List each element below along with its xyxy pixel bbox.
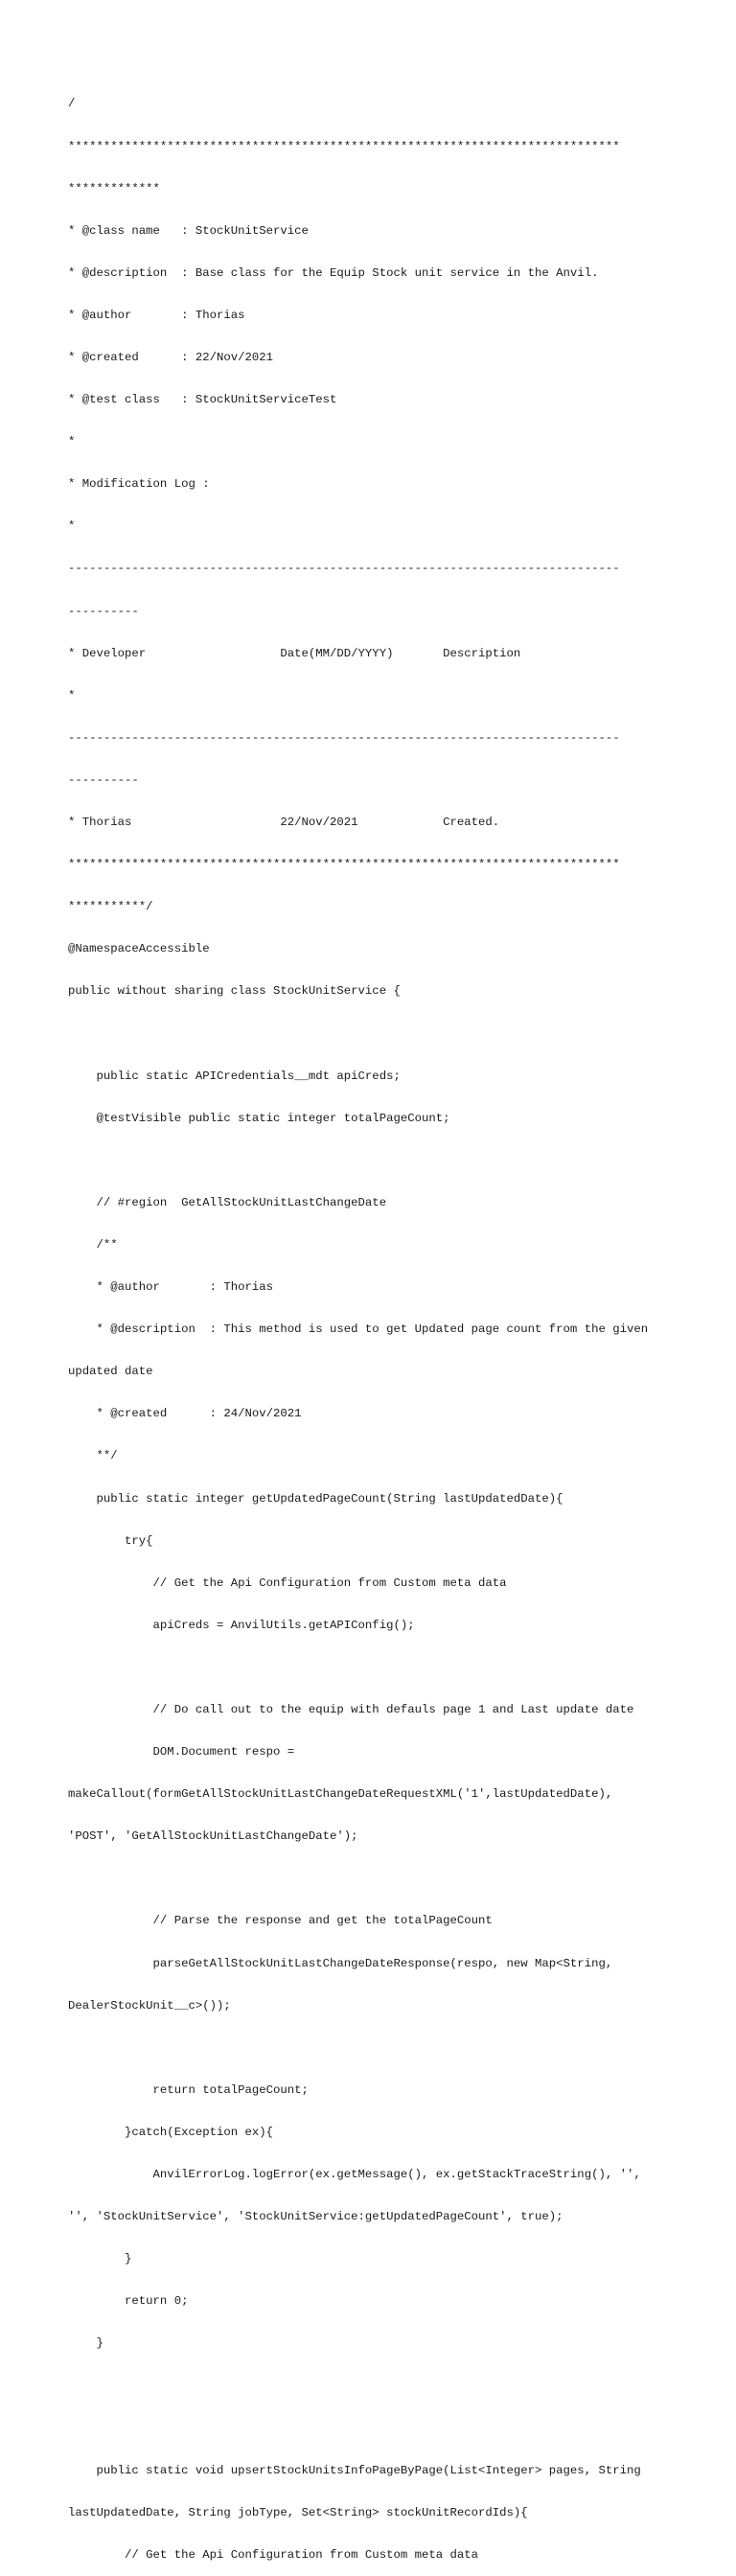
code-line: } — [68, 2336, 104, 2351]
code-line: try{ — [68, 1533, 153, 1548]
code-line: makeCallout(formGetAllStockUnitLastChangeDateRequestXML('1',lastUpdatedDate), — [68, 1787, 613, 1802]
code-line: // Do call out to the equip with defauls page 1 and Last update date — [68, 1702, 634, 1716]
code-line: / — [68, 97, 76, 111]
code-line — [68, 1154, 672, 1168]
code-line — [68, 2422, 672, 2436]
code-line: * Modification Log : — [68, 477, 210, 492]
code-line: * @author : Thorias — [68, 308, 245, 322]
code-line: ------------------------------------------------------------------------------ — [68, 730, 620, 745]
code-line: ------------------------------------------------------------------------------ — [68, 562, 620, 576]
code-line: ****************************************************************************** — [68, 139, 620, 153]
code-line: ****************************************************************************** — [68, 858, 620, 872]
code-line — [68, 1661, 672, 1675]
code-line: ---------- — [68, 604, 139, 618]
code-line: // Get the Api Configuration from Custom meta data — [68, 2547, 479, 2562]
code-line: * @author : Thorias — [68, 1280, 274, 1295]
code-line: * — [68, 519, 76, 534]
code-line: parseGetAllStockUnitLastChangeDateResponse(respo, new Map<String, — [68, 1956, 613, 1970]
code-line: * — [68, 688, 76, 702]
code-line — [68, 2379, 672, 2393]
code-line: * @test class : StockUnitServiceTest — [68, 393, 337, 407]
code-line: ---------- — [68, 772, 139, 787]
code-line: apiCreds = AnvilUtils.getAPIConfig(); — [68, 1618, 415, 1632]
code-line: return 0; — [68, 2294, 189, 2309]
code-line: '', 'StockUnitService', 'StockUnitService:getUpdatedPageCount', true); — [68, 2210, 564, 2224]
code-line: // Parse the response and get the totalPageCount — [68, 1914, 493, 1928]
code-line: return totalPageCount; — [68, 2082, 309, 2097]
code-line: * @created : 22/Nov/2021 — [68, 350, 274, 364]
code-line: /** — [68, 1237, 118, 1252]
code-line: DealerStockUnit__c>()); — [68, 1998, 231, 2012]
code-line: lastUpdatedDate, String jobType, Set<String> stockUnitRecordIds){ — [68, 2505, 528, 2519]
code-line: }catch(Exception ex){ — [68, 2125, 274, 2139]
code-line: * @description : This method is used to get Updated page count from the given — [68, 1322, 649, 1337]
code-line: DOM.Document respo = — [68, 1745, 295, 1760]
code-line: **/ — [68, 1449, 118, 1463]
code-line: // #region GetAllStockUnitLastChangeDate — [68, 1195, 387, 1209]
code-line: // Get the Api Configuration from Custom meta data — [68, 1576, 507, 1590]
code-line: * @class name : StockUnitService — [68, 223, 309, 238]
code-line: public static integer getUpdatedPageCount(String lastUpdatedDate){ — [68, 1491, 564, 1506]
code-line: * @description : Base class for the Equip Stock unit service in the Anvil. — [68, 265, 599, 280]
code-line: @testVisible public static integer totalPageCount; — [68, 1111, 450, 1125]
code-line: public static APICredentials__mdt apiCreds; — [68, 1069, 401, 1083]
code-line — [68, 2041, 672, 2056]
code-line: } — [68, 2252, 132, 2266]
code-document — [68, 69, 672, 2576]
code-line: * — [68, 435, 76, 449]
code-line: @NamespaceAccessible — [68, 942, 210, 956]
code-line — [68, 1872, 672, 1886]
code-line: ************* — [68, 181, 160, 196]
code-line: * Developer Date(MM/DD/YYYY) Description — [68, 646, 521, 660]
code-line — [68, 1026, 672, 1041]
code-line: public static void upsertStockUnitsInfoPageByPage(List<Integer> pages, String — [68, 2463, 641, 2477]
code-line: * Thorias 22/Nov/2021 Created. — [68, 816, 500, 829]
code-line: * @created : 24/Nov/2021 — [68, 1407, 302, 1421]
code-line: public without sharing class StockUnitService { — [68, 984, 401, 999]
code-line: updated date — [68, 1365, 153, 1379]
code-line: AnvilErrorLog.logError(ex.getMessage(), ex.getStackTraceString(), '', — [68, 2168, 641, 2181]
code-line: 'POST', 'GetAllStockUnitLastChangeDate'); — [68, 1829, 358, 1844]
code-line: ***********/ — [68, 900, 153, 914]
